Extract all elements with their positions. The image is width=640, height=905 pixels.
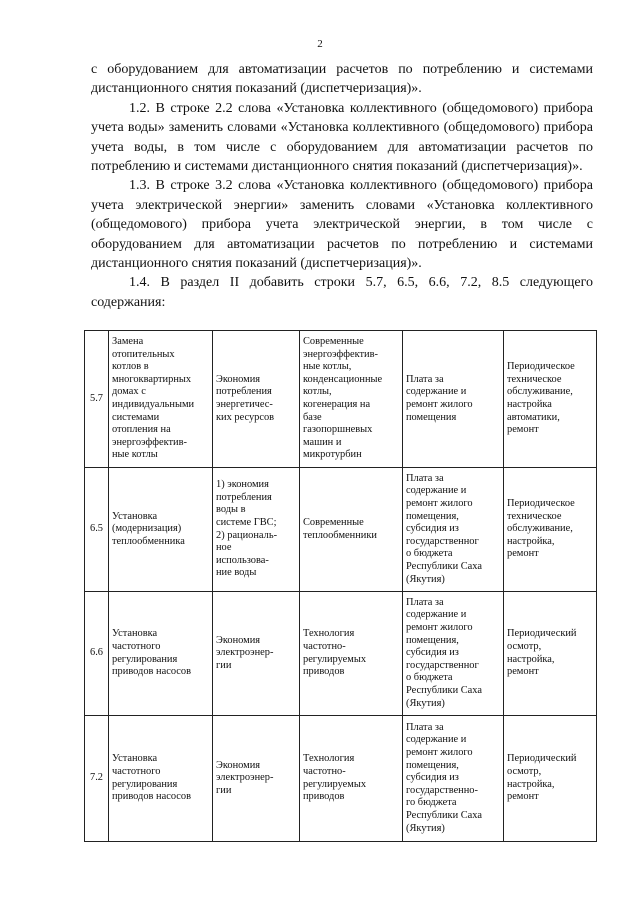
service-cell: Периодический осмотр, настройка, ремонт (504, 592, 597, 716)
table-row (85, 592, 597, 716)
effect-cell: 1) экономия потребления воды в системе ГВС; 2) рациональ- ное использова- ние воды (213, 468, 300, 592)
row-number-cell: 7.2 (85, 716, 109, 842)
table-row (85, 468, 597, 592)
technology-cell: Технология частотно- регулируемых приводов (300, 716, 403, 842)
row-number-cell: 5.7 (85, 331, 109, 468)
measure-cell: Установка (модернизация) теплообменника (109, 468, 213, 592)
technology-cell: Современные теплообменники (300, 468, 403, 592)
document-body (91, 60, 593, 312)
funding-cell: Плата за содержание и ремонт жилого помещения (403, 331, 504, 468)
table-row (85, 331, 597, 468)
measures-table (84, 330, 597, 842)
funding-cell: Плата за содержание и ремонт жилого помещения, субсидия из государственног о бюджета Республики Саха (Якутия) (403, 468, 504, 592)
effect-cell: Экономия электроэнер- гии (213, 716, 300, 842)
paragraph-item-1-4: 1.4. В раздел II добавить строки 5.7, 6.5, 6.6, 7.2, 8.5 следующего содержания: (91, 275, 593, 310)
effect-cell: Экономия электроэнер- гии (213, 592, 300, 716)
row-number-cell: 6.6 (85, 592, 109, 716)
table-row (85, 716, 597, 842)
funding-cell: Плата за содержание и ремонт жилого помещения, субсидия из государственно- го бюджета Республики Саха (Якутия) (403, 716, 504, 842)
measure-cell: Замена отопительных котлов в многоквартирных домах с индивидуальными системами отопления на энергоэффектив- ные котлы (109, 331, 213, 468)
service-cell: Периодическое техническое обслуживание, настройка, ремонт (504, 468, 597, 592)
effect-cell: Экономия потребления энергетичес- ких ресурсов (213, 331, 300, 468)
technology-cell: Технология частотно- регулируемых приводов (300, 592, 403, 716)
service-cell: Периодический осмотр, настройка, ремонт (504, 716, 597, 842)
paragraph-item-1-2: 1.2. В строке 2.2 слова «Установка коллективного (общедомового) прибора учета воды» заменить словами «Установка коллективного (общедомового) прибора учета воды, в том числе с оборудованием для автоматизации расчетов по потреблению и системами дистанционного снятия показаний (диспетчеризация)». (91, 100, 593, 175)
paragraph-item-1-3: 1.3. В строке 3.2 слова «Установка коллективного (общедомового) прибора учета электрической энергии» заменить словами «Установка коллективного (общедомового) прибора учета электрической энергии, в том числе с оборудованием для автоматизации расчетов по потреблению и системами дистанционного снятия показаний (диспетчеризация)». (91, 178, 593, 272)
measure-cell: Установка частотного регулирования приводов насосов (109, 592, 213, 716)
service-cell: Периодическое техническое обслуживание, настройка автоматики, ремонт (504, 331, 597, 468)
funding-cell: Плата за содержание и ремонт жилого помещения, субсидия из государственног о бюджета Республики Саха (Якутия) (403, 592, 504, 716)
measure-cell: Установка частотного регулирования приводов насосов (109, 716, 213, 842)
technology-cell: Современные энергоэффектив- ные котлы, конденсационные котлы, когенерация на базе газопоршневых машин и микротурбин (300, 331, 403, 468)
page-number: 2 (317, 38, 323, 50)
row-number-cell: 6.5 (85, 468, 109, 592)
paragraph-continuation: с оборудованием для автоматизации расчетов по потреблению и системами дистанционного снятия показаний (диспетчеризация)». (91, 62, 593, 97)
